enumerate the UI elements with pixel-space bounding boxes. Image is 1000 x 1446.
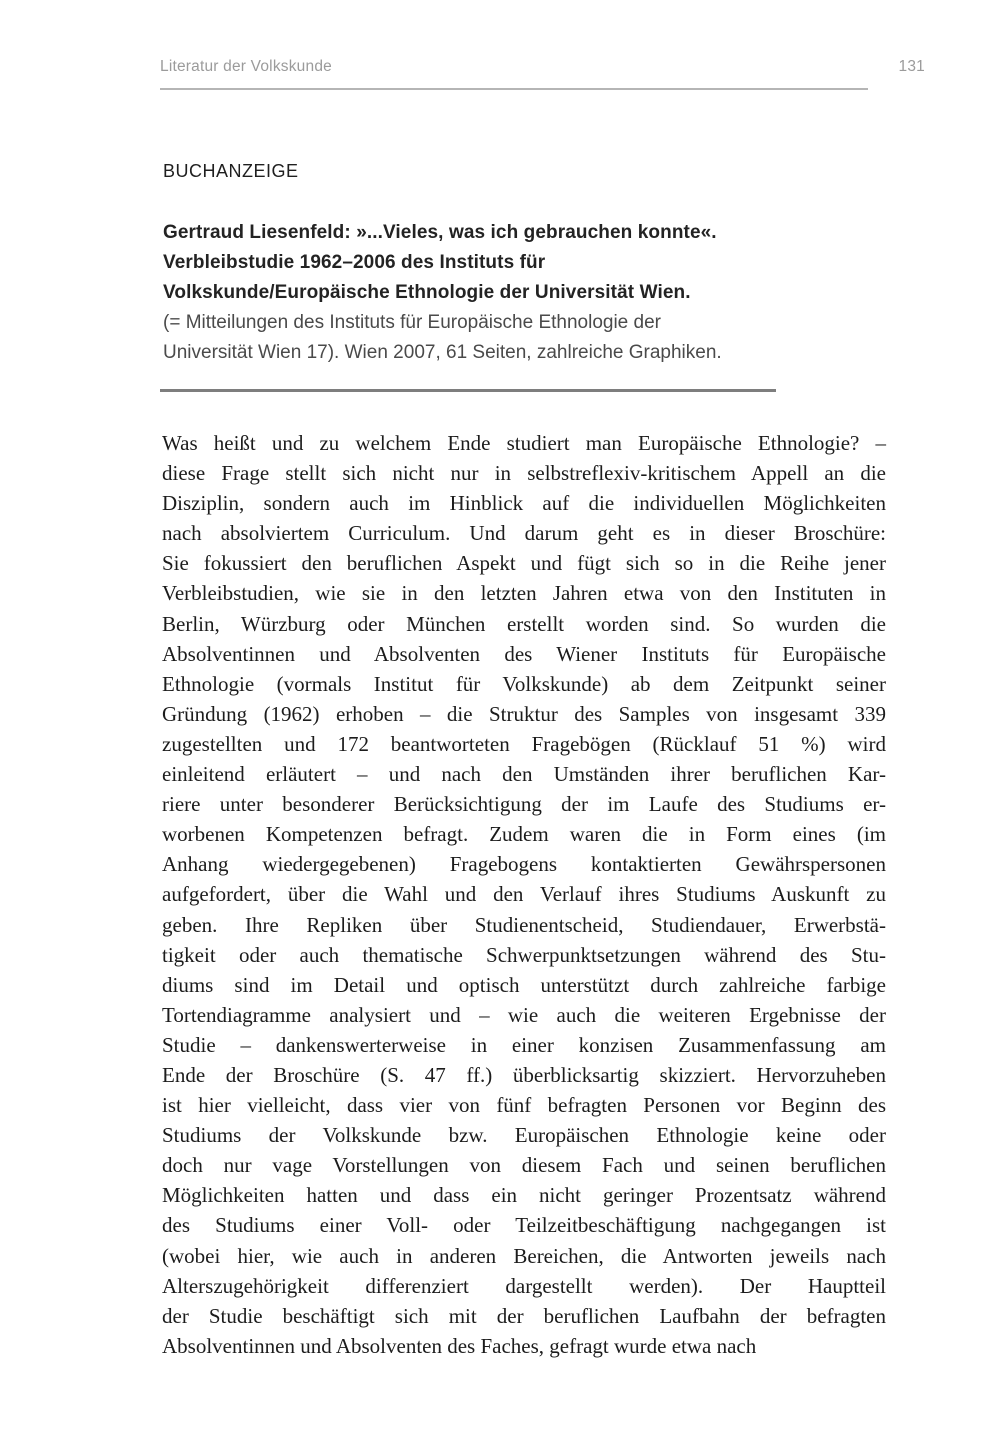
body-line: ist hier vielleicht, dass vier von fünf befragten Personen vor Beginn des (162, 1093, 886, 1118)
book-citation (163, 218, 863, 368)
citation-series-line: Universität Wien 17). Wien 2007, 61 Seiten, zahlreiche Graphiken. (163, 342, 722, 363)
body-line: Ende der Broschüre (S. 47 ff.) überblicksartig skizziert. Hervorzuheben (162, 1062, 886, 1087)
body-line: Anhang wiedergegebenen) Fragebogens kontaktierten Gewährspersonen (162, 852, 886, 877)
body-line: einleitend erläutert – und nach den Umständen ihrer beruflichen Kar- (162, 762, 886, 787)
citation-title-line: Verbleibstudie 1962–2006 des Instituts für (163, 252, 546, 273)
body-line: Disziplin, sondern auch im Hinblick auf die individuellen Möglichkeiten (162, 491, 886, 516)
body-line: diese Frage stellt sich nicht nur in selbstreflexiv-kritischem Appell an die (162, 461, 886, 486)
body-line: Absolventinnen und Absolventen des Faches, gefragt wurde etwa nach (162, 1333, 757, 1358)
running-title: Literatur der Volkskunde (160, 58, 332, 75)
body-line: zugestellten und 172 beantworteten Fragebögen (Rücklauf 51 %) wird (162, 731, 886, 756)
body-line: Alterszugehörigkeit differenziert dargestellt werden). Der Hauptteil (162, 1273, 886, 1298)
citation-title-line: Volkskunde/Europäische Ethnologie der Universität Wien. (163, 282, 691, 303)
page-number: 131 (898, 58, 925, 75)
body-line: der Studie beschäftigt sich mit der beruflichen Laufbahn der befragten (162, 1303, 886, 1328)
body-line: (wobei hier, wie auch in anderen Bereichen, die Antworten jeweils nach (162, 1243, 886, 1268)
body-line: doch nur vage Vorstellungen von diesem Fach und seinen beruflichen (162, 1153, 886, 1178)
body-line: Studie – dankenswerterweise in einer konzisen Zusammenfassung am (162, 1032, 886, 1057)
body-line: Was heißt und zu welchem Ende studiert man Europäische Ethnologie? – (162, 431, 886, 455)
body-line: nach absolviertem Curriculum. Und darum geht es in dieser Broschüre: (162, 521, 886, 546)
section-label: BUCHANZEIGE (163, 161, 299, 181)
body-line: tigkeit oder auch thematische Schwerpunktsetzungen während des Stu- (162, 942, 886, 967)
body-line: Absolventinnen und Absolventen des Wiener Instituts für Europäische (162, 641, 886, 666)
body-line: des Studiums einer Voll- oder Teilzeitbeschäftigung nachgegangen ist (162, 1213, 886, 1238)
header-rule (160, 88, 868, 90)
body-line: worbenen Kompetenzen befragt. Zudem waren die in Form eines (im (162, 822, 886, 847)
citation-rule (160, 389, 776, 392)
body-line: geben. Ihre Repliken über Studienentscheid, Studiendauer, Erwerbstä- (162, 912, 886, 937)
body-line: diums sind im Detail und optisch unterstützt durch zahlreiche farbige (162, 972, 886, 997)
body-line: aufgefordert, über die Wahl und den Verlauf ihres Studiums Auskunft zu (162, 882, 886, 907)
body-line: Möglichkeiten hatten und dass ein nicht geringer Prozentsatz während (162, 1183, 886, 1208)
citation-title-line: Gertraud Liesenfeld: »...Vieles, was ich gebrauchen konnte«. (163, 222, 717, 243)
body-line: Verbleibstudien, wie sie in den letzten Jahren etwa von den Instituten in (162, 581, 886, 606)
body-line: Sie fokussiert den beruflichen Aspekt und fügt sich so in die Reihe jener (162, 551, 886, 576)
body-line: Studiums der Volkskunde bzw. Europäischen Ethnologie keine oder (162, 1123, 886, 1148)
body-line: Berlin, Würzburg oder München erstellt worden sind. So wurden die (162, 611, 886, 636)
body-line: riere unter besonderer Berücksichtigung der im Laufe des Studiums er- (162, 792, 886, 817)
citation-series-line: (= Mitteilungen des Instituts für Europäische Ethnologie der (163, 312, 661, 333)
running-header (160, 58, 925, 76)
body-line: Tortendiagramme analysiert und – wie auch die weiteren Ergebnisse der (162, 1002, 886, 1027)
review-body (162, 428, 886, 1361)
body-line: Gründung (1962) erhoben – die Struktur des Samples von insgesamt 339 (162, 701, 886, 726)
body-line: Ethnologie (vormals Institut für Volkskunde) ab dem Zeitpunkt seiner (162, 671, 886, 696)
